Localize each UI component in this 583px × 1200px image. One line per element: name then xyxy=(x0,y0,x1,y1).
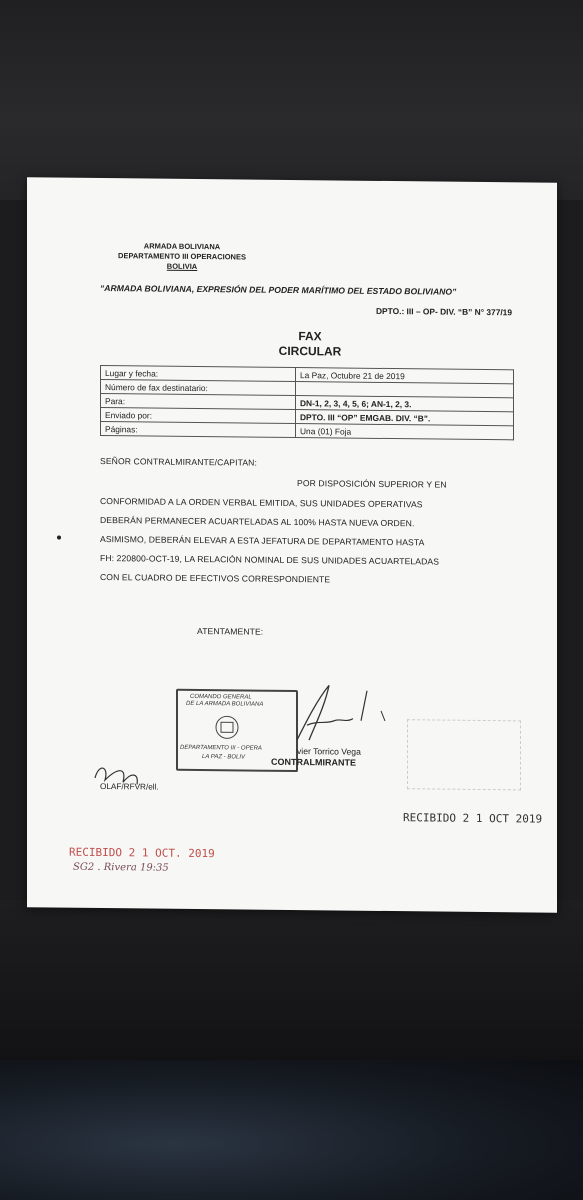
initials-scribble xyxy=(87,758,167,799)
margin-mark xyxy=(57,536,61,540)
reference-initials: OLAF/RFVR/ell. xyxy=(100,781,159,792)
closing: ATENTAMENTE: xyxy=(197,626,264,637)
title-circular: CIRCULAR xyxy=(278,343,342,359)
stamp-line-2: DE LA ARMADA BOLIVIANA xyxy=(186,700,264,708)
letterhead-line-3: BOLIVIA xyxy=(166,261,198,272)
signature xyxy=(257,680,397,751)
received-stamp-black: RECIBIDO 2 1 OCT 2019 xyxy=(403,811,543,826)
table-value: Una (01) Foja xyxy=(296,424,514,440)
table-label: Número de fax destinatario: xyxy=(101,379,296,395)
fax-document xyxy=(27,177,557,913)
body-line-4: ASIMISMO, DEBERÁN ELEVAR A ESTA JEFATURA DE DEPARTAMENTO HASTA xyxy=(100,533,425,548)
signatory-name: vier Torrico Vega xyxy=(297,746,361,757)
table-label: Páginas: xyxy=(101,421,296,437)
body-line-1: POR DISPOSICIÓN SUPERIOR Y EN xyxy=(297,478,447,490)
body-line-6: CON EL CUADRO DE EFECTIVOS CORRESPONDIENTE xyxy=(100,571,331,585)
stamp-line-3: DEPARTAMENTO III - OPERA xyxy=(180,744,262,752)
table-row xyxy=(101,421,514,439)
signatory-rank: CONTRALMIRANTE xyxy=(271,756,356,768)
fax-info-table xyxy=(100,365,514,440)
background-cloth xyxy=(0,1060,583,1200)
document-reference: DPTO.: III – OP- DIV. “B” N° 377/19 xyxy=(376,305,512,318)
motto: “ARMADA BOLIVIANA, EXPRESIÓN DEL PODER MARÍTIMO DEL ESTADO BOLIVIANO” xyxy=(100,282,457,297)
table-label: Para: xyxy=(101,393,296,409)
received-handwritten-note: SG2 . Rivera 19:35 xyxy=(73,861,169,874)
body-line-3: DEBERÁN PERMANECER ACUARTELADAS AL 100% HASTA NUEVA ORDEN. xyxy=(100,514,415,529)
table-label: Lugar y fecha: xyxy=(101,365,296,381)
received-stamp-red: RECIBIDO 2 1 OCT. 2019 xyxy=(69,845,215,861)
body-line-2: CONFORMIDAD A LA ORDEN VERBAL EMITIDA, SUS UNIDADES OPERATIVAS xyxy=(100,495,423,510)
emblem-icon xyxy=(212,713,242,741)
table-value: DN-1, 2, 3, 4, 5, 6; AN-1, 2, 3. xyxy=(296,396,514,412)
stamp-line-4: LA PAZ - BOLIV xyxy=(202,754,246,761)
table-value: La Paz, Octubre 21 de 2019 xyxy=(296,368,514,384)
faded-stamp xyxy=(407,719,521,790)
letterhead-line-2: DEPARTAMENTO III OPERACIONES xyxy=(118,251,246,262)
table-label: Enviado por: xyxy=(101,407,296,423)
title-fax: FAX xyxy=(298,329,322,344)
body-line-5: FH: 220800-OCT-19, LA RELACIÓN NOMINAL DE SUS UNIDADES ACUARTELADAS xyxy=(100,552,440,567)
stamp-line-1: COMANDO GENERAL xyxy=(190,693,252,701)
background-top xyxy=(0,0,583,200)
table-value: DPTO. III “OP” EMGAB. DIV. “B”. xyxy=(296,410,514,426)
salutation: SEÑOR CONTRALMIRANTE/CAPITAN: xyxy=(100,455,257,468)
letterhead-line-1: ARMADA BOLIVIANA xyxy=(143,241,221,252)
